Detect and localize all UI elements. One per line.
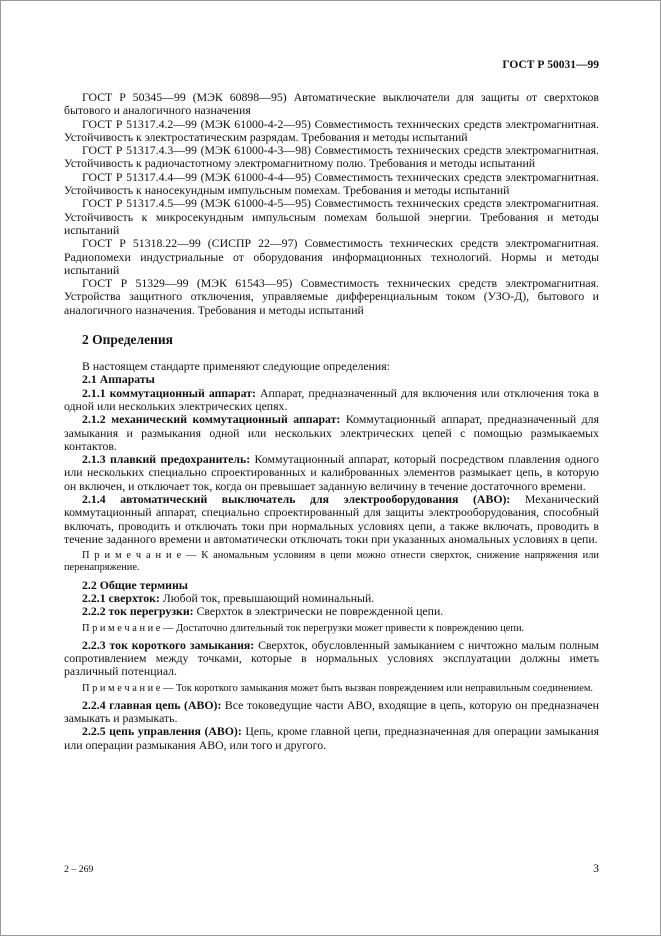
signature-mark: 2 – 269 xyxy=(64,864,94,875)
definition-term: 2.2.1 сверхток: xyxy=(82,590,160,605)
definition-paragraph xyxy=(64,453,599,493)
page-header xyxy=(64,59,599,71)
definition-paragraph xyxy=(64,592,599,605)
page-number: 3 xyxy=(593,861,599,875)
definition-paragraph xyxy=(64,725,599,752)
definition-body: Цепь, кроме главной цепи, предназначенная для операции замыкания или операции размыкания АВО, или того и другого. xyxy=(64,724,599,752)
definition-term: 2.1.3 плавкий предохранитель: xyxy=(82,452,251,467)
definition-term: 2.2.5 цепь управления (АВО): xyxy=(82,724,242,739)
reference-item: ГОСТ Р 51317.4.3—99 (МЭК 61000-4-3—98) Совместимость технических средств электромагнитная. Устойчивость к радиочастотному электромагнитному полю. Требования и методы испытаний xyxy=(64,143,599,171)
definition-term: 2.2.4 главная цепь (АВО): xyxy=(82,697,222,712)
definition-term: 2.1.2 механический коммутационный аппарат: xyxy=(82,412,341,427)
reference-item: ГОСТ Р 51318.22—99 (СИСПР 22—97) Совместимость технических средств электромагнитная. Радиопомехи индустриальные от оборудования информационных технологий. Нормы и методы испытаний xyxy=(64,236,599,277)
definition-body: Любой ток, превышающий номинальный. xyxy=(159,590,375,605)
definition-term: 2.1.4 автоматический выключатель для электрооборудования (АВО): xyxy=(82,492,511,507)
definition-paragraph xyxy=(64,699,599,726)
note-paragraph: П р и м е ч а н и е — Достаточно длительный ток перегрузки может привести к повреждению цепи. xyxy=(82,622,525,634)
reference-item: ГОСТ Р 50345—99 (МЭК 60898—95) Автоматические выключатели для защиты от сверхтоков бытового и аналогичного назначения xyxy=(64,90,599,118)
note-paragraph: П р и м е ч а н и е — К аномальным условиям в цепи можно отнести сверхток, снижение напряжения или перенапряжение. xyxy=(64,550,599,574)
definition-term: 2.2.2 ток перегрузки: xyxy=(82,604,194,619)
document-body xyxy=(64,91,599,752)
definition-paragraph xyxy=(64,605,599,618)
reference-item: ГОСТ Р 51317.4.2—99 (МЭК 61000-4-2—95) Совместимость технических средств электромагнитная. Устойчивость к электростатическим разрядам. Требования и методы испытаний xyxy=(64,116,599,144)
definition-paragraph xyxy=(64,413,599,453)
definition-term: 2.1.1 коммутационный аппарат: xyxy=(82,385,256,400)
document-number: ГОСТ Р 50031—99 xyxy=(502,59,599,71)
definition-term: 2.2.3 ток короткого замыкания: xyxy=(82,637,255,652)
definition-body: Все токоведущие части АВО, входящие в цепь, которую он предназначен замыкать и размыкать. xyxy=(64,697,599,726)
section-intro: В настоящем стандарте применяют следующие определения: xyxy=(82,359,390,374)
definition-body: Коммутационный аппарат, предназначенный для замыкания и размыкания одной или нескольких электрических цепей с помощью размыкаемых контактов. xyxy=(64,412,599,453)
note-paragraph: П р и м е ч а н и е — Ток короткого замыкания может быть вызван повреждением или неправильным соединением. xyxy=(82,682,594,694)
definition-body: Механический коммутационный аппарат, специально спроектированный для защиты электрооборудования, способный включать, проводить и отключать токи при нормальных условиях цепи, а также включать, проводить в течение заданного времени и автоматически отключать токи при указанных аномальных условиях в цепи. xyxy=(64,492,599,546)
subsection-heading-obshchie-terminy: 2.2 Общие термины xyxy=(82,577,188,592)
subsection-heading-apparaty: 2.1 Аппараты xyxy=(82,372,155,387)
reference-item: ГОСТ Р 51317.4.4—99 (МЭК 61000-4-4—95) Совместимость технических средств электромагнитная. Устойчивость к наносекундным импульсным помехам. Требования и методы испытаний xyxy=(64,169,599,198)
definition-paragraph xyxy=(64,493,599,546)
page-footer xyxy=(64,861,599,876)
definition-body: Сверхток, обусловленный замыканием с ничтожно малым полным сопротивлением между точками, которые в нормальных условиях эксплуатации должны иметь различный потенциал. xyxy=(64,637,599,679)
definition-body: Аппарат, предназначенный для включения или отключения тока в одной или нескольких электрических цепях. xyxy=(64,385,599,413)
definition-paragraph xyxy=(64,387,599,414)
definition-body: Коммутационный аппарат, который посредством плавления одного или нескольких специально спроектированных и калиброванных элементов размыкает цепь, в которую он включен, и отключает ток, когда он превышает заданную величину в течение достаточного времени. xyxy=(64,452,599,493)
reference-item: ГОСТ Р 51317.4.5—99 (МЭК 61000-4-5—95) Совместимость технических средств электромагнитная. Устойчивость к микросекундным импульсным помехам большой энергии. Требования и методы испытаний xyxy=(64,196,599,237)
reference-item: ГОСТ Р 51329—99 (МЭК 61543—95) Совместимость технических средств электромагнитная. Устройства защитного отключения, управляемые дифференциальным током (УЗО-Д), бытового и аналогичного назначения. Требования и методы испытаний xyxy=(64,276,599,317)
section-heading: 2 Определения xyxy=(82,332,173,348)
definition-paragraph xyxy=(64,639,599,679)
definition-body: Сверхток в электрически не поврежденной цепи. xyxy=(193,604,444,619)
